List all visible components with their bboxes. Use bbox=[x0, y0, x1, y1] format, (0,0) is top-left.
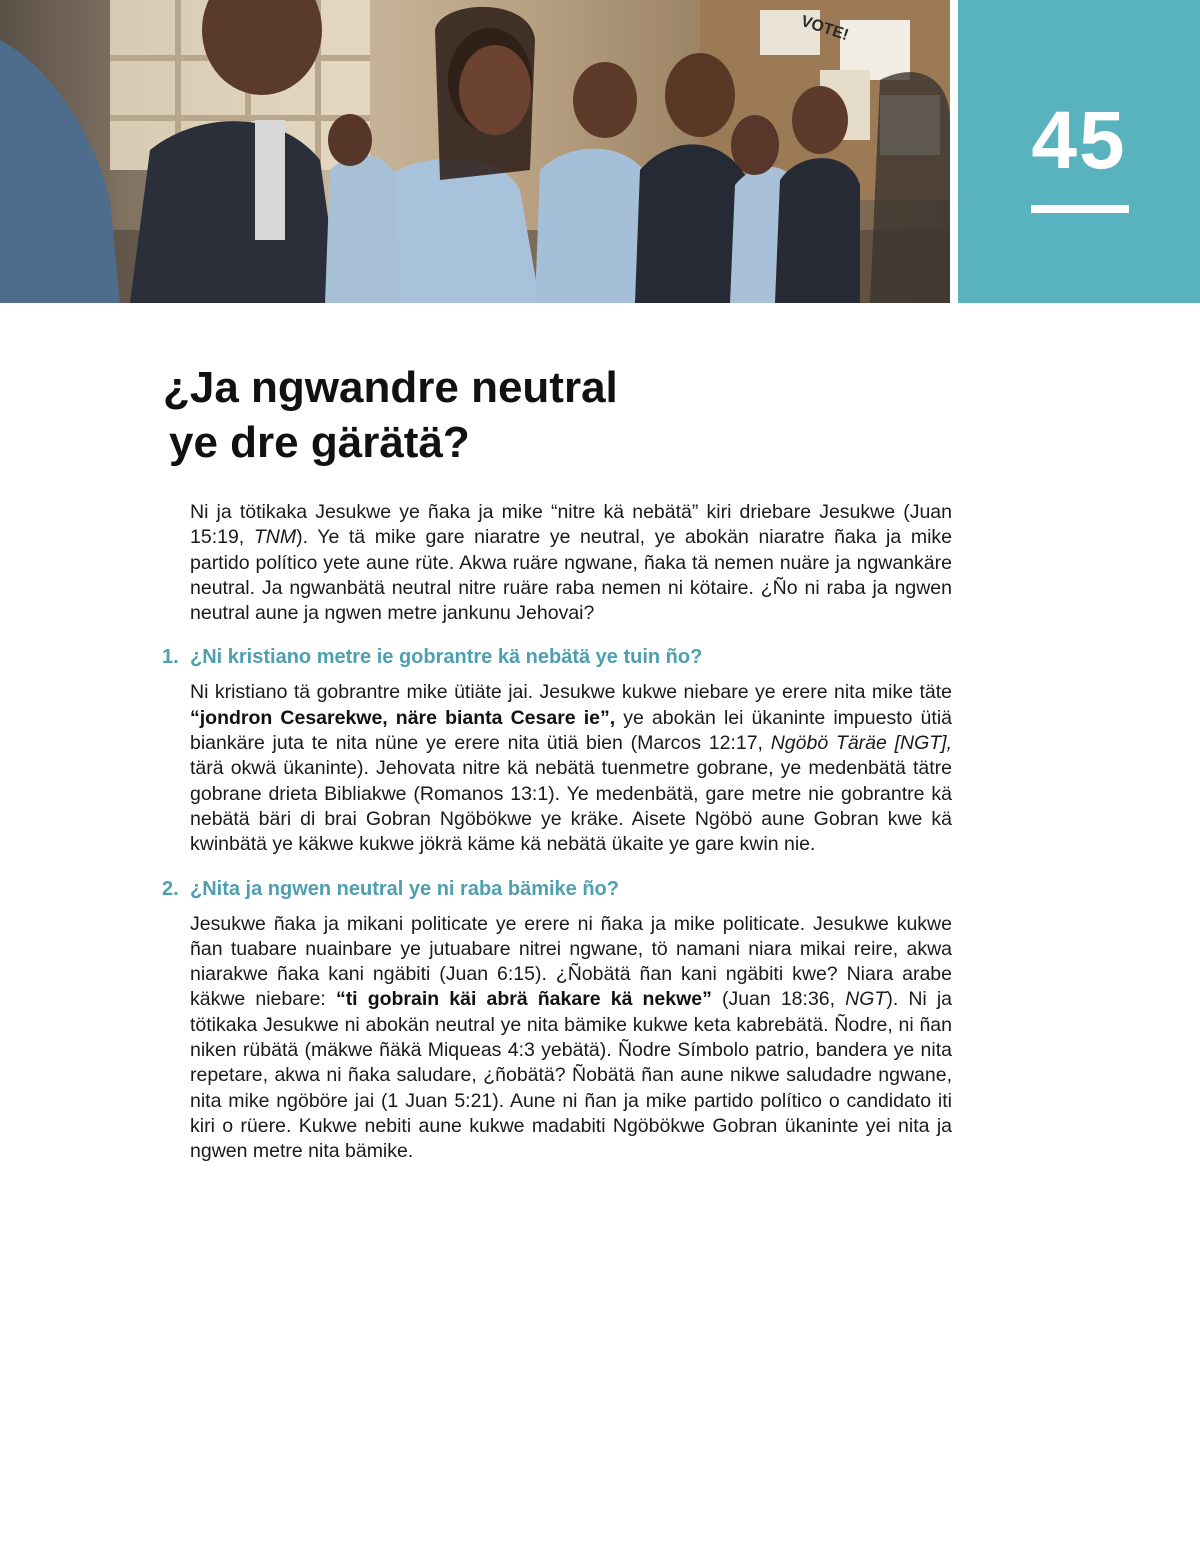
answer-text: Ni kristiano tä gobrantre mike ütiäte jai. Jesukwe kukwe niebare ye erere nita mike täte bbox=[190, 681, 952, 704]
answer-bold-quote: “jondron Cesarekwe, näre bianta Cesare ie”, bbox=[190, 706, 616, 729]
answer-text: Jesukwe ñaka ja mikani politicate ye erere ni ñaka ja mike politicate. Jesukwe kukwe ñan tuabare nuainbare ye jutuabare nitrei ngwane, tö namani niara mikai reire, akwa niarakwe ñaka kani ngäbiti (Juan 6:15). ¿Ñobätä ñan kani ngäbiti kwe? Niara arabe käkwe niebare: bbox=[190, 912, 952, 1011]
intro-paragraph bbox=[190, 500, 952, 626]
question-text: ¿Ni kristiano metre ie gobrantre kä nebätä ye tuin ño? bbox=[190, 646, 703, 669]
lesson-number-badge bbox=[958, 0, 1200, 303]
students-photo-icon bbox=[0, 0, 950, 303]
question-1 bbox=[162, 644, 952, 670]
answer-text: ye abokän lei ükaninte impuesto ütiä biankäre juta te nita nüne ye erere nita ütiä bien (Marcos 12:17, bbox=[190, 706, 952, 755]
title-line-1: ¿Ja ngwandre neutral bbox=[163, 363, 618, 412]
question-2 bbox=[162, 876, 952, 902]
answer-text: ). Ni ja tötikaka Jesukwe ni abokän neutral ye nita bämike kukwe keta kabrebätä. Ñodre, ni ñan niken rübätä (mäkwe ñäkä Miqueas 4:3 yebätä). Ñodre Símbolo patrio, bandera ye nita repetare, akwa ni ñaka saludare, ¿ñobätä? Ñobätä ñan aune nikwe saludadre ngwane, nita mike ngöböre jai (1 Juan 5:21). Aune ni ñan ja mike partido político o candidato iti kiri o rüere. Kukwe nebiti aune kukwe madabiti Ngöbökwe Gobran ükaninte yei nita ja ngwen metre nita bämike. bbox=[190, 988, 953, 1163]
hero-photo bbox=[0, 0, 950, 303]
answer-bold-quote: “ti gobrain käi abrä ñakare kä nekwe” bbox=[335, 988, 712, 1011]
question-number: 2. bbox=[162, 877, 179, 900]
badge-underline bbox=[1031, 205, 1129, 213]
lesson-title bbox=[163, 360, 923, 470]
answer-citation: Ngöbö Täräe [NGT], bbox=[770, 732, 952, 755]
lesson-number: 45 bbox=[1031, 95, 1127, 186]
answer-text: (Juan 18:36, bbox=[711, 988, 846, 1011]
lesson-content bbox=[162, 500, 953, 1165]
intro-text-2: ). Ye tä mike gare niaratre ye neutral, ye abokän niaratre ñaka ja mike partido político yete aune rüte. Akwa ruäre ngwane, ñaka tä nemen nuäre ja ngwankäre neutral. Ja ngwanbätä neutral nitre ruäre raba nemen ni kötaire. ¿Ño ni raba ja ngwen neutral aune ja ngwen metre jankunu Jehovai? bbox=[190, 526, 953, 625]
intro-citation: TNM bbox=[253, 526, 297, 549]
title-line-2: ye dre gärätä? bbox=[169, 418, 470, 467]
answer-text: tärä okwä ükaninte). Jehovata nitre kä nebätä tuenmetre gobrane, ye medenbätä tätre gobrane drieta Bibliakwe (Romanos 13:1). Ye medenbätä, gare metre nie gobrantre kä nebätä bäri di brai Gobran Ngöbökwe ye kräke. Aisete Ngöbö aune Gobran kwe kä kwinbätä ye käkwe kukwe jökrä käme kä nebätä ükaite ye gare kwin nie. bbox=[190, 757, 952, 856]
answer-citation: NGT bbox=[845, 988, 887, 1011]
vote-sign: VOTE! bbox=[798, 12, 851, 45]
question-number: 1. bbox=[162, 646, 179, 669]
intro-text-1: Ni ja tötikaka Jesukwe ye ñaka ja mike “nitre kä nebätä” kiri driebare Jesukwe (Juan 15:19, bbox=[190, 501, 952, 549]
question-text: ¿Nita ja ngwen neutral ye ni raba bämike ño? bbox=[190, 877, 619, 900]
answer-paragraph-1 bbox=[190, 680, 952, 857]
answer-paragraph-2 bbox=[190, 912, 952, 1165]
